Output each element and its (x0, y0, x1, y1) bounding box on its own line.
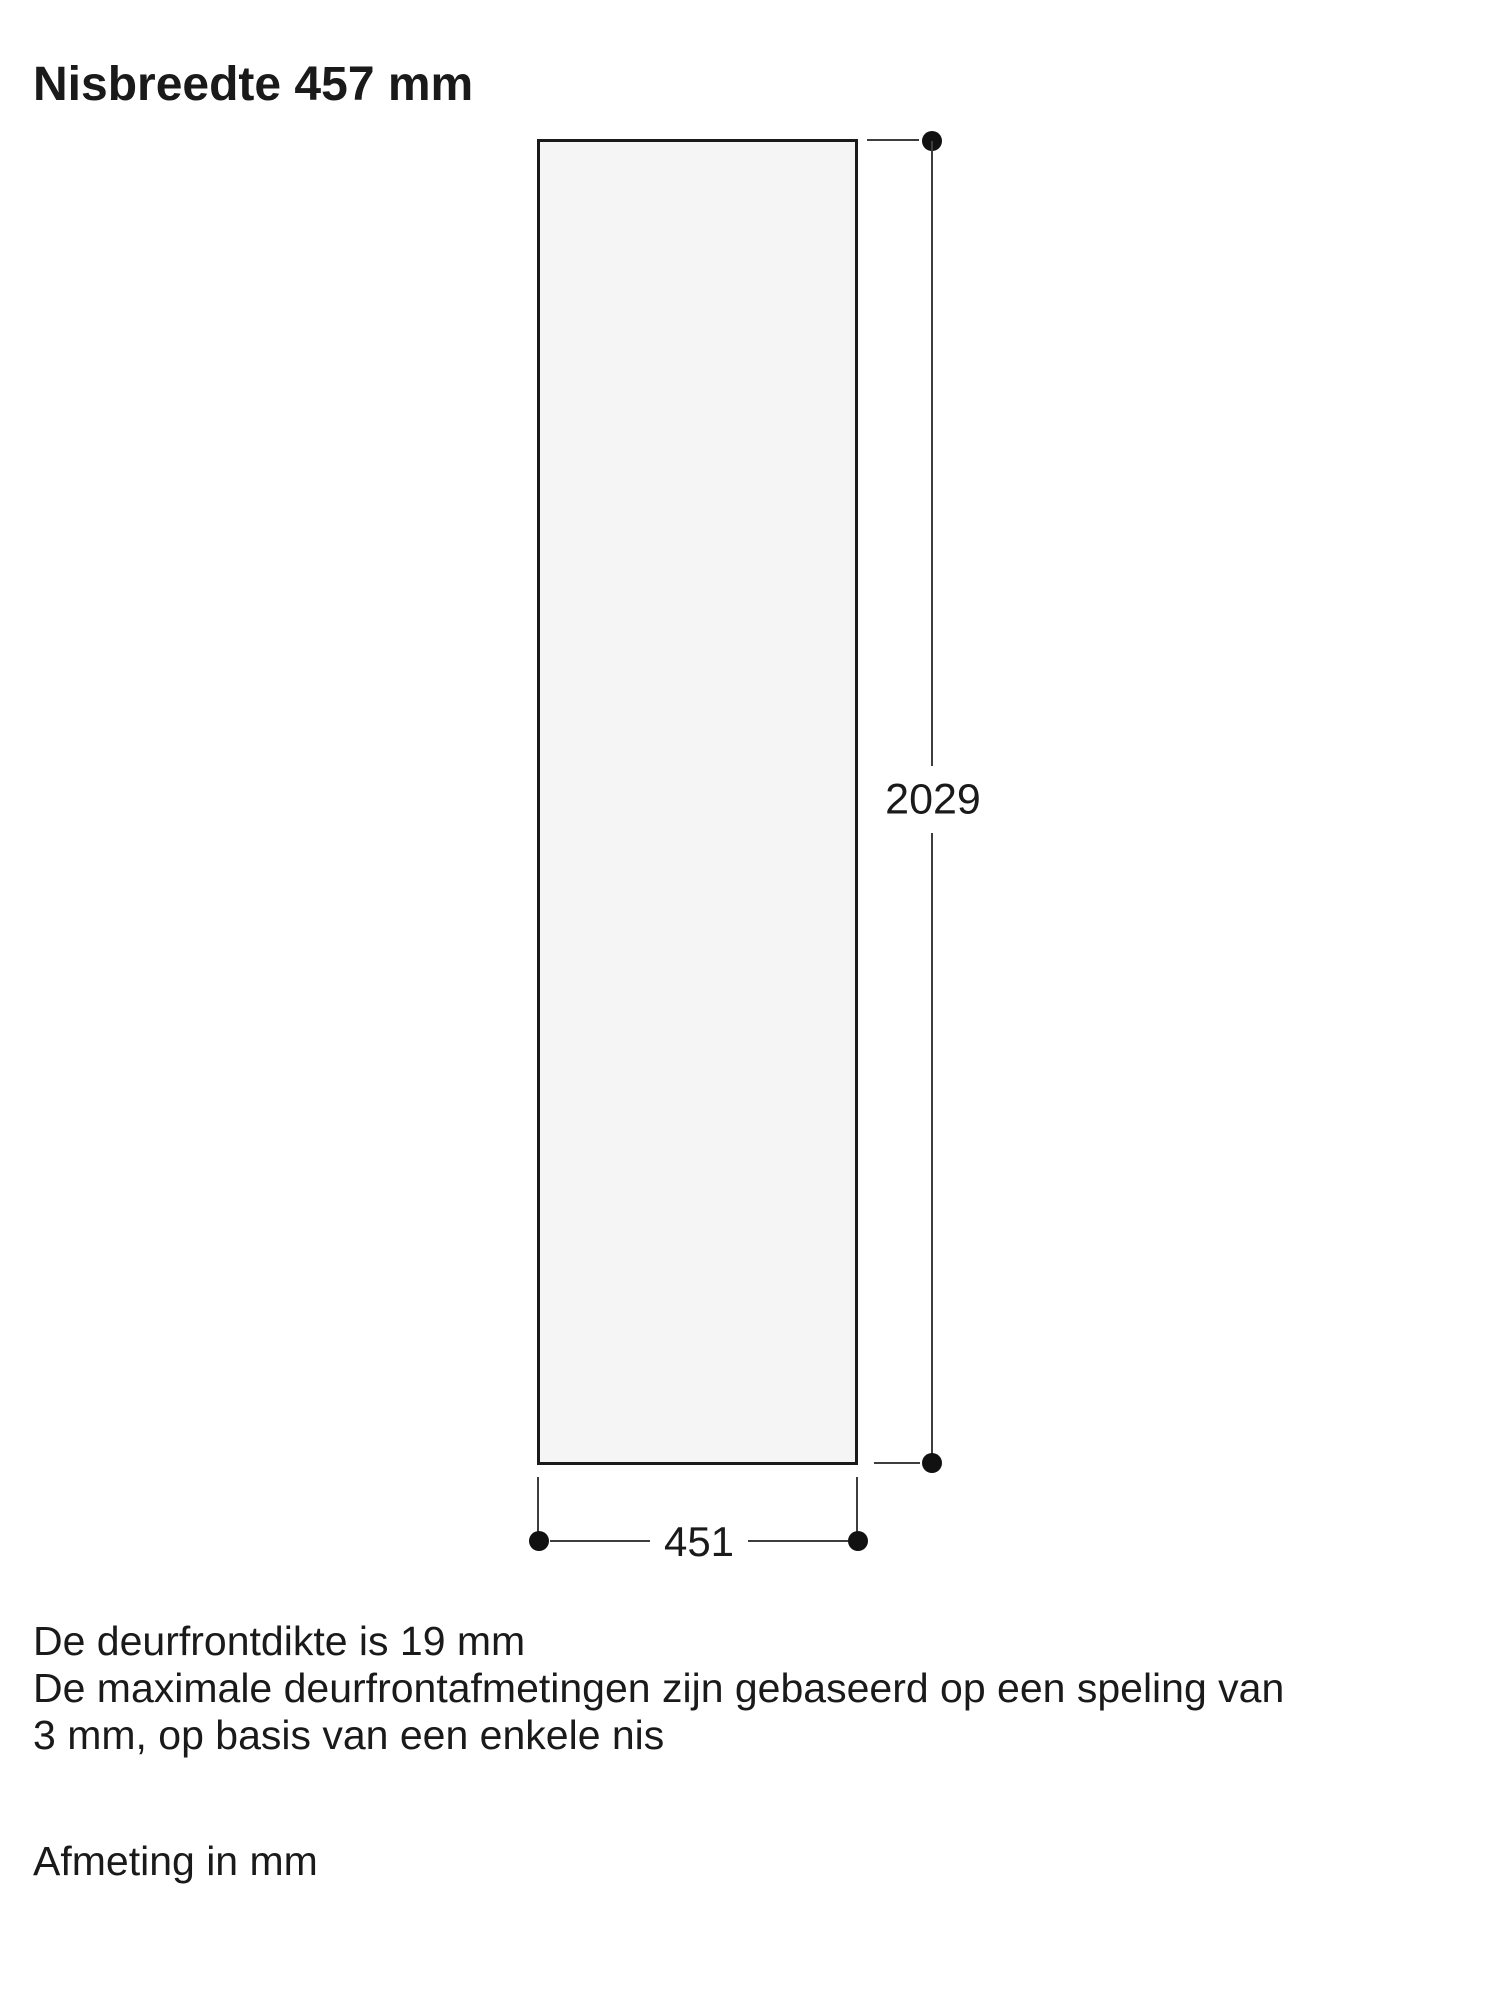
note-line-3: 3 mm, op basis van een enkele nis (33, 1712, 665, 1758)
units-note: Afmeting in mm (33, 1838, 318, 1884)
height-dim-bottom-tick-line (874, 1462, 920, 1464)
width-dim-right-extension-line (856, 1477, 858, 1533)
height-dim-line-upper-segment (931, 141, 933, 766)
door-front-panel (537, 139, 858, 1465)
page-title: Nisbreedte 457 mm (33, 58, 474, 111)
width-dim-line-left-segment (550, 1540, 650, 1542)
height-dimension-label: 2029 (885, 775, 981, 824)
note-line-2: De maximale deurfrontafmetingen zijn gebaseerd op een speling van (33, 1665, 1285, 1711)
height-dim-line-lower-segment (931, 833, 933, 1463)
width-dim-left-endpoint-dot (529, 1531, 549, 1551)
height-dim-top-tick-line (867, 139, 919, 141)
width-dim-right-endpoint-dot (848, 1531, 868, 1551)
width-dim-left-extension-line (537, 1477, 539, 1533)
height-dim-bottom-endpoint-dot (922, 1453, 942, 1473)
width-dim-line-right-segment (748, 1540, 848, 1542)
width-dimension-label: 451 (663, 1518, 735, 1565)
notes-block (33, 1618, 1284, 1759)
note-line-1: De deurfrontdikte is 19 mm (33, 1618, 526, 1664)
